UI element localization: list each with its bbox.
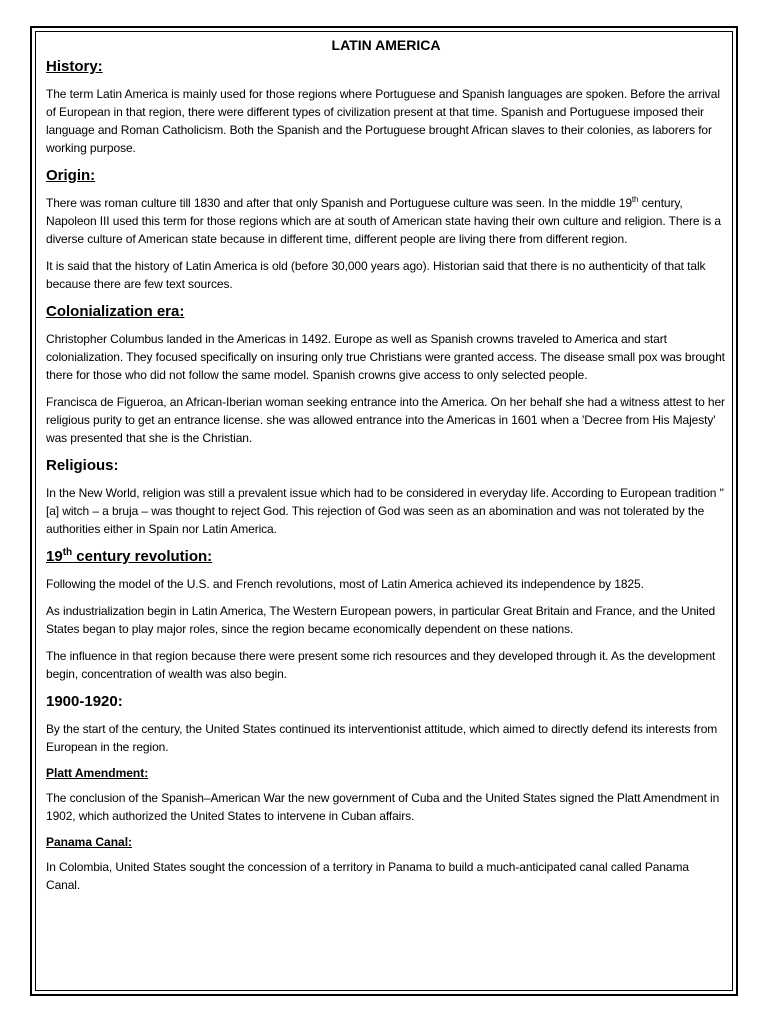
- origin-p1-text-a: There was roman culture till 1830 and after that only Spanish and Portuguese culture was seen. In the middle 19: [46, 196, 632, 210]
- document-title: LATIN AMERICA: [331, 37, 441, 53]
- revolution-heading-a: 19: [46, 548, 63, 565]
- revolution-heading-b: century revolution:: [72, 548, 213, 565]
- origin-p1-text-b: century, Napoleon III used this term for those regions which are at south of American state having their own culture and religion. There is a diverse culture of American state because in different time, different people are living there from different region.: [46, 196, 721, 246]
- panama-paragraph-1: In Colombia, United States sought the concession of a territory in Panama to build a much-anticipated canal called Panama Canal.: [46, 860, 689, 892]
- revolution-heading-superscript: th: [62, 547, 73, 558]
- origin-paragraph-1: [46, 194, 726, 248]
- heading-origin: Origin:: [46, 167, 96, 184]
- history-paragraph-1: The term Latin America is mainly used for those regions where Portuguese and Spanish languages are spoken. Before the arrival of European in that region, there were different types of civilization present at that time. Spanish and Portuguese imposed their language and Roman Catholicism. Both the Spanish and the Portuguese brought African slaves to their colonies, as laborers for working purpose.: [46, 87, 720, 155]
- heading-religious: Religious:: [46, 457, 119, 474]
- colonial-paragraph-1: Christopher Columbus landed in the Americas in 1492. Europe as well as Spanish crowns traveled to America and start colonialization. They focused specifically on insuring only true Christians were granted access. The disease small pox was brought there for those who did not follow the same model. Spanish crowns give access to only selected people.: [46, 332, 725, 382]
- origin-paragraph-2: It is said that the history of Latin America is old (before 30,000 years ago). Historian said that there is no authenticity of that talk because there are few text sources.: [46, 259, 706, 291]
- heading-panama-canal: Panama Canal:: [46, 835, 133, 849]
- document-body: [46, 36, 726, 903]
- origin-p1-superscript: th: [631, 195, 639, 204]
- revolution-paragraph-2: As industrialization begin in Latin America, The Western European powers, in particular Great Britain and France, and the United States began to play major roles, since the region became economically dependent on these nations.: [46, 604, 716, 636]
- heading-revolution: [46, 547, 726, 566]
- heading-colonialization: Colonialization era:: [46, 303, 185, 320]
- revolution-paragraph-3: The influence in that region because there were present some rich resources and they developed through it. As the development begin, concentration of wealth was also begin.: [46, 649, 716, 681]
- religious-paragraph-1: In the New World, religion was still a prevalent issue which had to be considered in everyday life. According to European tradition "[a] witch – a bruja – was thought to reject God. This rejection of God was seen as an abomination and was not tolerated by the authorities either in Spain nor Latin America.: [46, 486, 724, 536]
- period-paragraph-1: By the start of the century, the United States continued its interventionist attitude, which aimed to directly defend its interests from European in the region.: [46, 722, 718, 754]
- platt-paragraph-1: The conclusion of the Spanish–American War the new government of Cuba and the United States signed the Platt Amendment in 1902, which authorized the United States to intervene in Cuban affairs.: [46, 791, 720, 823]
- heading-1900-1920: 1900-1920:: [46, 693, 123, 710]
- heading-platt-amendment: Platt Amendment:: [46, 766, 149, 780]
- revolution-paragraph-1: Following the model of the U.S. and French revolutions, most of Latin America achieved its independence by 1825.: [46, 577, 644, 591]
- colonial-paragraph-2: Francisca de Figueroa, an African-Iberian woman seeking entrance into the America. On her behalf she had a witness attest to her religious purity to get an entrance license. she was allowed entrance into the Americas in 1601 when a 'Decree from His Majesty' was presented that she is the Christian.: [46, 395, 725, 445]
- heading-history: History:: [46, 58, 103, 75]
